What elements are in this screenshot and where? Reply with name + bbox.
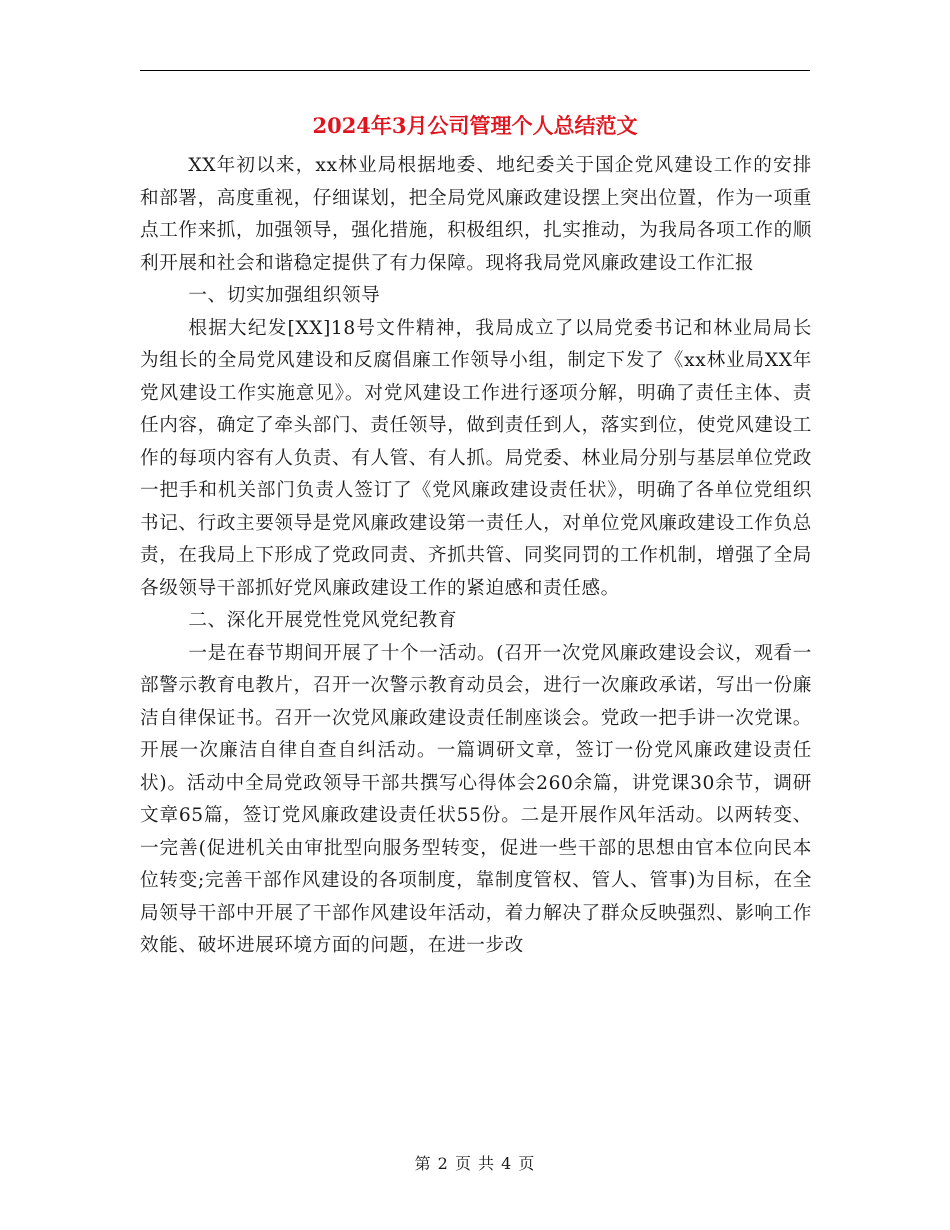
header-rule [140,70,810,71]
document-body [140,150,812,963]
paragraph-education: 一是在春节期间开展了十个一活动。(召开一次党风廉政建设会议，观看一部警示教育电教片，召开一次警示教育动员会，进行一次廉政承诺，写出一份廉洁自律保证书。召开一次党风廉政建设责任制座谈会。党政一把手讲一次党课。开展一次廉洁自律自查自纠活动。一篇调研文章，签订一份党风廉政建设责任状)。活动中全局党政领导干部共撰写心得体会260余篇，讲党课30余节，调研文章65篇，签订党风廉政建设责任状55份。二是开展作风年活动。以两转变、一完善(促进机关由审批型向服务型转变，促进一些干部的思想由官本位向民本位转变;完善干部作风建设的各项制度，靠制度管权、管人、管事)为目标，在全局领导干部中开展了干部作风建设年活动，着力解决了群众反映强烈、影响工作效能、破坏进展环境方面的问题，在进一步改 [140,642,812,956]
document-title: 2024年3月公司管理个人总结范文 [312,113,638,138]
paragraph-organization: 根据大纪发[XX]18号文件精神，我局成立了以局党委书记和林业局局长为组长的全局党风建设和反腐倡廉工作领导小组，制定下发了《xx林业局XX年党风建设工作实施意见》。对党风建设工作进行逐项分解，明确了责任主体、责任内容，确定了牵头部门、责任领导，做到责任到人，落实到位，使党风建设工作的每项内容有人负责、有人管、有人抓。局党委、林业局分别与基层单位党政一把手和机关部门负责人签订了《党风廉政建设责任状》，明确了各单位党组织书记、行政主要领导是党风廉政建设第一责任人，对单位党风廉政建设工作负总责，在我局上下形成了党政同责、齐抓共管、同奖同罚的工作机制，增强了全局各级领导干部抓好党风廉政建设工作的紧迫感和责任感。 [140,317,812,599]
page-number: 第 2 页 共 4 页 [414,1154,536,1173]
section-heading-2: 二、深化开展党性党风党纪教育 [188,610,458,631]
paragraph-intro: XX年初以来，xx林业局根据地委、地纪委关于国企党风建设工作的安排和部署，高度重视，仔细谋划，把全局党风廉政建设摆上突出位置，作为一项重点工作来抓，加强领导，强化措施，积极组织，扎实推动，为我局各项工作的顺利开展和社会和谐稳定提供了有力保障。现将我局党风廉政建设工作汇报 [140,155,812,274]
section-heading-1: 一、切实加强组织领导 [188,285,381,306]
